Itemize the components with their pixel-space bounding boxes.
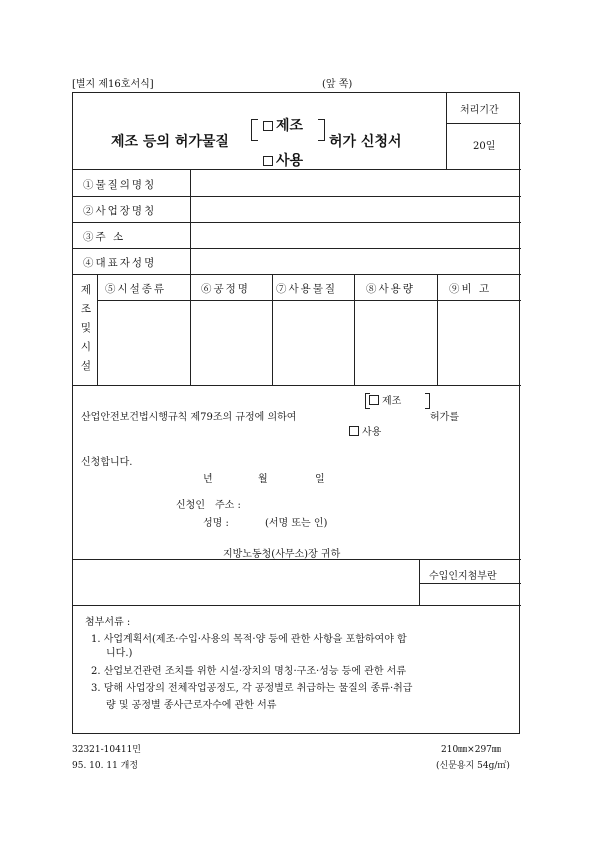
column-remarks: ⑨비 고: [449, 283, 492, 295]
remarks-cell[interactable]: [438, 301, 520, 384]
column-material-used: ⑦사용물질: [276, 283, 338, 295]
checkbox-icon[interactable]: [349, 426, 359, 436]
material-used-cell[interactable]: [273, 301, 353, 384]
applicant-label: 신청인: [176, 500, 205, 511]
facility-section-label: 제조및시설: [80, 284, 92, 372]
revision-date: 95. 10. 11 개정: [72, 761, 139, 771]
field-label-address: ③주 소: [83, 231, 126, 243]
field-label-workplace-name: ②사업장명칭: [83, 205, 157, 217]
checkbox-icon[interactable]: [369, 395, 379, 405]
declaration-option-manufacture: 제조: [369, 392, 401, 407]
declaration-bracket-right: [425, 393, 430, 409]
attachment-item-1-cont: 니다.): [106, 648, 133, 659]
date-day-label: 일: [315, 474, 325, 485]
title-bracket-left: [251, 119, 258, 141]
declaration-apply-text: 신청합니다.: [81, 457, 133, 468]
application-form: [72, 92, 520, 734]
title-option-use-clip: [259, 148, 319, 169]
processing-period-value: 20일: [473, 141, 496, 152]
column-facility-type: ⑤시설종류: [105, 283, 167, 295]
attachment-item-3-cont: 량 및 공정별 종사근로자수에 관한 서류: [106, 700, 277, 711]
column-process-name: ⑥공정명: [201, 283, 250, 295]
address-field[interactable]: [191, 223, 520, 247]
facility-type-cell[interactable]: [98, 301, 189, 384]
attachment-item-2: 2. 산업보건관련 조치를 위한 시설·장치의 명칭·구조·성능 등에 관한 서류: [91, 666, 406, 677]
form-title-prefix: 제조 등의 허가물질: [111, 134, 229, 150]
form-number: [별지 제16호서식]: [72, 79, 154, 90]
field-label-representative: ④대표자성명: [83, 257, 157, 269]
addressee: 지방노동청(사무소)장 귀하: [223, 549, 341, 560]
processing-period-label: 처리기간: [460, 105, 499, 116]
representative-name-field[interactable]: [191, 249, 520, 273]
title-bracket-right: [318, 119, 325, 141]
field-label-substance-name: ①물질의명칭: [83, 179, 157, 191]
attachment-item-1: 1. 사업계획서(제조·수입·사용의 목적·양 등에 관한 사항을 포함하여야 합: [91, 634, 407, 645]
applicant-name-label: 성명 :: [203, 518, 229, 529]
substance-name-field[interactable]: [191, 170, 520, 195]
declaration-permit-text: 허가를: [430, 412, 459, 423]
process-name-cell[interactable]: [191, 301, 271, 384]
attachment-item-3: 3. 당해 사업장의 전체작업공정도, 각 공정별로 취급하는 물질의 종류·취급: [91, 683, 413, 694]
checkbox-icon: [263, 156, 273, 166]
title-option-use: 사용: [263, 150, 303, 169]
attachments-heading: 첨부서류 :: [85, 617, 131, 628]
title-option-manufacture: 제조: [263, 115, 303, 135]
revenue-stamp-label: 수입인지첨부란: [429, 571, 497, 582]
form-code: 32321-10411민: [72, 745, 141, 755]
date-month-label: 월: [258, 474, 268, 485]
applicant-address-label: 주소 :: [215, 500, 241, 511]
paper-type: (신문용지 54g/㎡): [436, 761, 510, 771]
workplace-name-field[interactable]: [191, 197, 520, 221]
date-year-label: 년: [203, 474, 213, 485]
checkbox-icon: [263, 121, 273, 131]
form-title-suffix: 허가 신청서: [329, 134, 402, 150]
page-side-label: (앞 쪽): [322, 79, 353, 90]
paper-size: 210㎜×297㎜: [441, 745, 501, 755]
usage-amount-cell[interactable]: [355, 301, 436, 384]
column-usage-amount: ⑧사용량: [366, 283, 415, 295]
declaration-text: 산업안전보건법시행규칙 제79조의 규정에 의하여: [81, 412, 297, 423]
signature-note: (서명 또는 인): [265, 518, 328, 529]
declaration-option-use: 사용: [349, 423, 381, 438]
